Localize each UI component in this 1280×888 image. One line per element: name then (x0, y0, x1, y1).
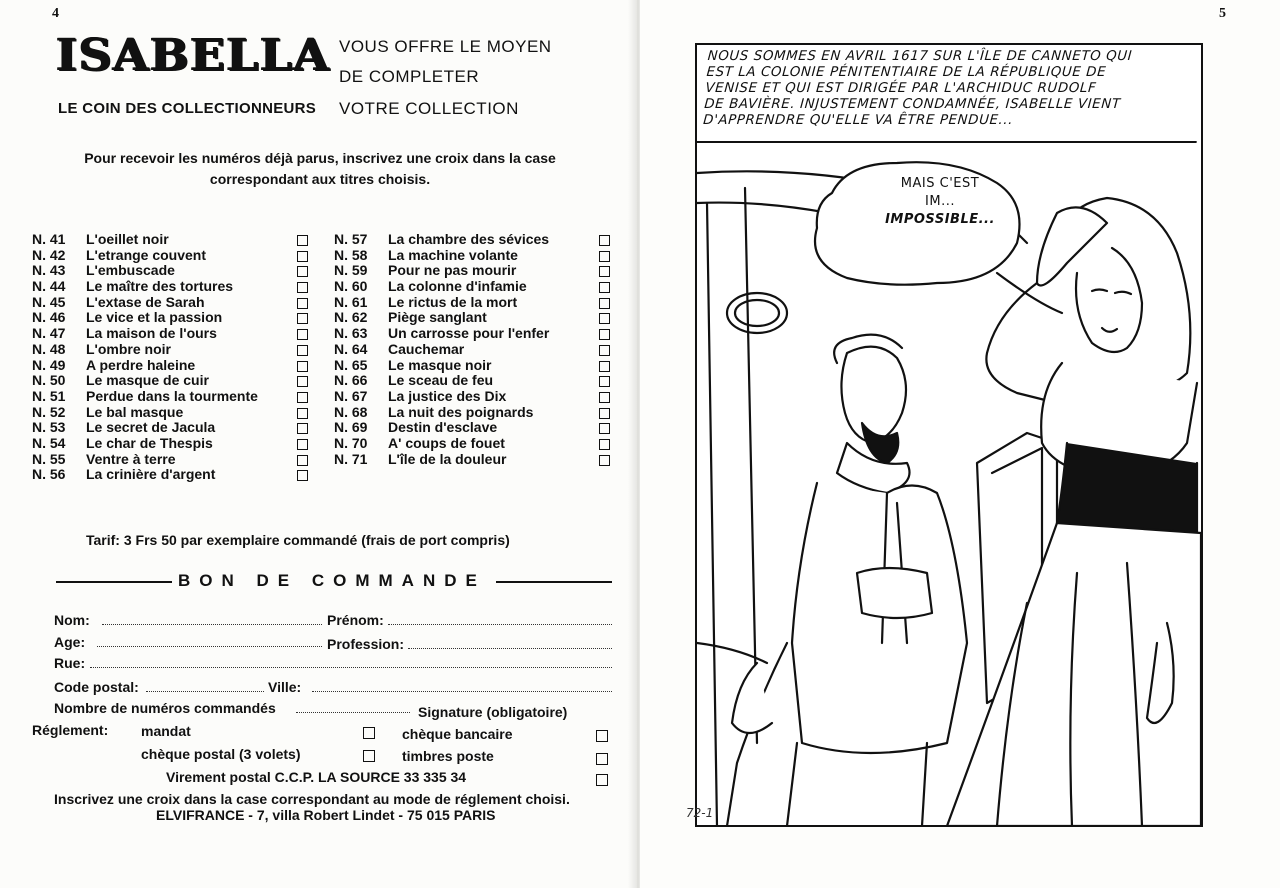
title-row (334, 310, 624, 326)
title-checkbox[interactable] (599, 251, 610, 262)
letter (857, 568, 932, 618)
rue-label: Rue: (54, 655, 86, 671)
title-number: N. 48 (32, 340, 66, 357)
title-checkbox[interactable] (297, 376, 308, 387)
title-number: N. 71 (334, 450, 368, 467)
narration-caption (695, 45, 1203, 143)
virement-label: Virement postal C.C.P. LA SOURCE 33 335 34 (166, 769, 467, 785)
title-number: N. 49 (32, 356, 66, 373)
brand-logo: ISABELLA (56, 30, 331, 81)
order-divider-left (56, 581, 172, 583)
speech-line-2: IM... (925, 194, 955, 209)
offer-line-3: VOTRE COLLECTION (339, 99, 519, 118)
title-name: Un carrosse pour l'enfer (388, 325, 550, 342)
cheque-postal-label: chèque postal (3 volets) (141, 746, 301, 762)
title-number: N. 45 (32, 293, 66, 310)
woman-raised-arm (986, 283, 1057, 403)
title-number: N. 50 (32, 372, 66, 389)
title-number: N. 66 (334, 372, 368, 389)
title-checkbox[interactable] (297, 423, 308, 434)
caption-line: D'APPRENDRE QU'ELLE VA ÊTRE PENDUE... (702, 113, 1014, 128)
title-checkbox[interactable] (599, 235, 610, 246)
title-row (32, 420, 322, 436)
title-row (32, 389, 322, 405)
title-row (334, 279, 624, 295)
title-name: Piège sanglant (388, 309, 487, 326)
man-coat (792, 483, 967, 753)
title-checkbox[interactable] (297, 392, 308, 403)
profession-field[interactable] (408, 647, 612, 649)
title-number: N. 68 (334, 403, 368, 420)
comic-illustration (697, 143, 1201, 826)
title-checkbox[interactable] (599, 266, 610, 277)
code-postal-field[interactable] (146, 690, 264, 692)
rue-field[interactable] (90, 666, 612, 668)
cheque-bancaire-checkbox[interactable] (596, 730, 608, 742)
title-checkbox[interactable] (599, 345, 610, 356)
signature-label: Signature (obligatoire) (418, 704, 568, 720)
wall-line (745, 188, 757, 743)
mandat-checkbox[interactable] (363, 727, 375, 739)
cheque-bancaire-label: chèque bancaire (402, 726, 513, 742)
title-name: Cauchemar (388, 340, 465, 357)
code-postal-label: Code postal: (54, 679, 139, 695)
title-row (32, 373, 322, 389)
page-number-left: 4 (52, 6, 59, 21)
title-number: N. 53 (32, 419, 66, 436)
title-row (334, 389, 624, 405)
title-number: N. 69 (334, 419, 368, 436)
title-name: A perdre haleine (86, 356, 196, 373)
title-checkbox[interactable] (599, 329, 610, 340)
floor-line (697, 643, 767, 663)
title-row (334, 452, 624, 468)
nombre-label: Nombre de numéros commandés (54, 700, 276, 716)
title-name: La colonne d'infamie (388, 278, 527, 295)
ville-field[interactable] (312, 690, 612, 692)
title-checkbox[interactable] (599, 423, 610, 434)
title-number: N. 63 (334, 325, 368, 342)
title-row (32, 310, 322, 326)
title-number: N. 61 (334, 293, 368, 310)
title-checkbox[interactable] (599, 376, 610, 387)
man-face (841, 347, 906, 443)
reglement-label: Réglement: (32, 722, 109, 738)
title-name: L'île de la douleur (388, 450, 507, 467)
title-checkbox[interactable] (297, 408, 308, 419)
profession-label: Profession: (327, 636, 405, 652)
title-number: N. 41 (32, 231, 66, 247)
title-name: L'embuscade (86, 262, 175, 279)
title-checkbox[interactable] (297, 235, 308, 246)
title-name: La justice des Dix (388, 387, 507, 404)
caption-line: EST LA COLONIE PÉNITENTIAIRE DE LA RÉPUBLIQUE DE (705, 65, 1107, 80)
title-row (32, 248, 322, 264)
caption-line: VENISE ET QUI EST DIRIGÉE PAR L'ARCHIDUC RUDOLF (704, 81, 1097, 96)
nom-label: Nom: (54, 612, 90, 628)
title-row (334, 358, 624, 374)
wall-ornament (735, 300, 779, 326)
intro-line-2: correspondant aux titres choisis. (209, 171, 431, 187)
title-checkbox[interactable] (297, 470, 308, 481)
title-number: N. 55 (32, 450, 66, 467)
man-legs (787, 743, 927, 826)
title-checkbox[interactable] (297, 282, 308, 293)
title-name: Le rictus de la mort (388, 293, 518, 310)
title-number: N. 67 (334, 387, 368, 404)
cheque-postal-checkbox[interactable] (363, 750, 375, 762)
title-row (334, 420, 624, 436)
title-row (32, 263, 322, 279)
title-checkbox[interactable] (599, 392, 610, 403)
order-divider-right (496, 581, 612, 583)
title-checkbox[interactable] (297, 455, 308, 466)
title-checkbox[interactable] (297, 266, 308, 277)
title-number: N. 54 (32, 434, 66, 451)
nombre-field[interactable] (296, 711, 410, 713)
title-number: N. 47 (32, 325, 66, 342)
title-number: N. 58 (334, 246, 368, 263)
title-name: La maison de l'ours (86, 325, 217, 342)
title-name: Ventre à terre (86, 450, 176, 467)
speech-line-3: IMPOSSIBLE... (885, 212, 995, 227)
title-row (32, 405, 322, 421)
title-checkbox[interactable] (599, 455, 610, 466)
title-number: N. 44 (32, 278, 66, 295)
title-row (334, 342, 624, 358)
nom-field[interactable] (102, 623, 322, 625)
title-checkbox[interactable] (297, 345, 308, 356)
title-number: N. 59 (334, 262, 368, 279)
offer-line-2: DE COMPLETER (339, 67, 480, 86)
title-name: Le secret de Jacula (86, 419, 216, 436)
title-name: Destin d'esclave (388, 419, 498, 436)
title-checkbox[interactable] (297, 361, 308, 372)
title-number: N. 57 (334, 231, 368, 247)
title-checkbox[interactable] (599, 361, 610, 372)
title-checkbox[interactable] (599, 282, 610, 293)
title-name: La nuit des poignards (388, 403, 534, 420)
title-name: Pour ne pas mourir (388, 262, 517, 279)
footer-address: ELVIFRANCE - 7, villa Robert Lindet - 75 015 PARIS (156, 807, 496, 823)
title-row (32, 232, 322, 248)
title-number: N. 65 (334, 356, 368, 373)
title-number: N. 46 (32, 309, 66, 326)
prenom-label: Prénom: (327, 612, 384, 628)
title-checkbox[interactable] (297, 439, 308, 450)
speech-text (873, 175, 1007, 229)
title-number: N. 62 (334, 309, 368, 326)
title-name: L'ombre noir (86, 340, 171, 357)
title-number: N. 64 (334, 340, 368, 357)
title-number: N. 43 (32, 262, 66, 279)
age-label: Age: (54, 634, 86, 650)
timbres-checkbox[interactable] (596, 753, 608, 765)
title-number: N. 42 (32, 246, 66, 263)
title-checkbox[interactable] (297, 329, 308, 340)
title-row (32, 295, 322, 311)
title-row (334, 232, 624, 248)
title-checkbox[interactable] (297, 313, 308, 324)
title-name: La chambre des sévices (388, 231, 550, 247)
intro-text (40, 148, 600, 190)
title-name: L'extase de Sarah (86, 293, 205, 310)
comic-panel (695, 43, 1203, 827)
title-checkbox[interactable] (599, 439, 610, 450)
title-name: La crinière d'argent (86, 466, 216, 483)
title-row (334, 248, 624, 264)
caption-line: NOUS SOMMES EN AVRIL 1617 SUR L'ÎLE DE CANNETO QUI (707, 49, 1133, 64)
title-checkbox[interactable] (297, 298, 308, 309)
title-name: L'oeillet noir (86, 231, 169, 247)
order-title: BON DE COMMANDE (178, 571, 486, 590)
timbres-label: timbres poste (402, 748, 494, 764)
title-row (334, 373, 624, 389)
title-name: Le vice et la passion (86, 309, 223, 326)
intro-line-1: Pour recevoir les numéros déjà parus, inscrivez une croix dans la case (84, 150, 556, 166)
title-number: N. 70 (334, 434, 368, 451)
age-field[interactable] (97, 645, 322, 647)
title-name: Le bal masque (86, 403, 184, 420)
title-name: Le masque de cuir (86, 372, 209, 389)
title-number: N. 60 (334, 278, 368, 295)
title-row (32, 436, 322, 452)
tarif-text: Tarif: 3 Frs 50 par exemplaire commandé (frais de port compris) (86, 532, 510, 548)
title-row (32, 358, 322, 374)
footer-instruction: Inscrivez une croix dans la case correspondant au mode de réglement choisi. (54, 791, 570, 807)
brand-subtitle: LE COIN DES COLLECTIONNEURS (58, 100, 317, 117)
title-row (32, 326, 322, 342)
title-row (334, 326, 624, 342)
titles-column-2 (334, 232, 624, 467)
wall-line (707, 203, 717, 826)
title-number: N. 56 (32, 466, 66, 483)
title-name: Perdue dans la tourmente (86, 387, 258, 404)
title-checkbox[interactable] (599, 298, 610, 309)
title-row (334, 263, 624, 279)
title-row (32, 279, 322, 295)
title-number: N. 51 (32, 387, 66, 404)
page-number-right: 5 (1219, 6, 1226, 21)
sword-hilt (732, 663, 772, 733)
title-name: A' coups de fouet (388, 434, 505, 451)
title-name: Le maître des tortures (86, 278, 234, 295)
ville-label: Ville: (268, 679, 302, 695)
title-name: L'etrange couvent (86, 246, 207, 263)
title-checkbox[interactable] (599, 313, 610, 324)
mandat-label: mandat (141, 723, 191, 739)
titles-column-1 (32, 232, 322, 483)
offer-line-1: VOUS OFFRE LE MOYEN (339, 37, 552, 56)
title-number: N. 52 (32, 403, 66, 420)
caption-line: DE BAVIÈRE. INJUSTEMENT CONDAMNÉE, ISABELLE VIENT (703, 97, 1122, 112)
title-row (334, 436, 624, 452)
title-name: La machine volante (388, 246, 518, 263)
title-name: Le masque noir (388, 356, 492, 373)
title-name: Le char de Thespis (86, 434, 213, 451)
title-row (334, 295, 624, 311)
virement-checkbox[interactable] (596, 774, 608, 786)
title-row (32, 467, 322, 483)
title-name: Le sceau de feu (388, 372, 494, 389)
title-checkbox[interactable] (297, 251, 308, 262)
speech-line-1: MAIS C'EST (900, 176, 980, 191)
title-row (334, 405, 624, 421)
title-checkbox[interactable] (599, 408, 610, 419)
title-row (32, 452, 322, 468)
prenom-field[interactable] (388, 623, 612, 625)
panel-code: 72-1 (686, 806, 714, 820)
title-row (32, 342, 322, 358)
